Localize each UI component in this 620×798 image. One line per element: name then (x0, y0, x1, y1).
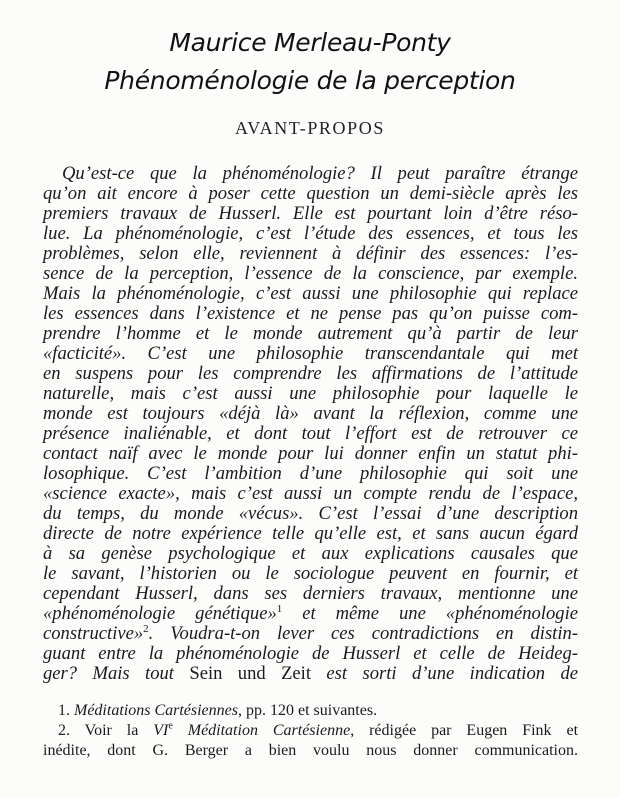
body-line (43, 244, 578, 264)
text-segment: premiers travaux de Husserl. Elle est pourtant loin d’être réso- (43, 203, 578, 224)
text-segment: naturelle, mais c’est aussi une philosophie pour laquelle le (43, 383, 578, 404)
body-line (43, 204, 578, 224)
body-line (43, 284, 578, 304)
text-segment: «facticité». C’est une philosophie transcendantale qui met (43, 343, 578, 364)
text-segment: sence de la perception, l’essence de la conscience, par exemple. (43, 263, 578, 284)
text-segment: losophique. C’est l’ambition d’une philosophie qui soit une (43, 463, 578, 484)
footnote-line (43, 721, 578, 741)
footnote-line (43, 701, 578, 721)
text-segment: Qu’est-ce que la phénoménologie? Il peut paraître étrange (62, 163, 578, 184)
footnotes (43, 701, 578, 761)
body-line (43, 644, 578, 664)
superscript: 2 (143, 622, 149, 635)
text-segment: en suspens pour les comprendre les affirmations de l’attitude (43, 363, 578, 384)
text-segment: lue. La phénoménologie, c’est l’étude des essences, et tous les (43, 223, 578, 244)
body-line (43, 264, 578, 284)
text-segment: directe de notre expérience telle qu’elle est, et sans aucun égard (43, 523, 578, 544)
body-line (43, 224, 578, 244)
body-line (43, 524, 578, 544)
body-line (43, 604, 578, 624)
text-segment: présence inaliénable, et dont tout l’effort est de retrouver ce (43, 423, 578, 444)
text-segment: inédite, dont G. Berger a bien voulu nous donner communication. (43, 742, 578, 759)
body-line (43, 364, 578, 384)
body-line (43, 164, 578, 184)
text-segment: les essences dans l’existence et ne pense pas qu’on puisse com- (43, 303, 578, 324)
text-segment: ger? Mais tout (43, 663, 190, 684)
body-line (43, 184, 578, 204)
superscript: 1 (276, 602, 283, 615)
superscript: e (168, 720, 173, 732)
text-segment: VI (153, 722, 169, 739)
body-line (43, 564, 578, 584)
text-segment: et même une «phénoménologie (282, 603, 578, 624)
text-segment: Sein und Zeit (189, 663, 312, 684)
text-segment: le savant, l’historien ou le sociologue peuvent en fournir, et (43, 563, 578, 584)
book-title: Phénoménologie de la perception (104, 66, 516, 95)
text-segment: problèmes, selon elle, reviennent à définir des essences: l’es- (43, 243, 578, 264)
body-line (43, 424, 578, 444)
body-line (43, 584, 578, 604)
text-segment: 1. (58, 702, 74, 719)
text-segment: constructive» (43, 623, 144, 644)
text-segment: est sorti d’une indication de (311, 663, 578, 684)
text-segment: 2. Voir la (58, 722, 154, 739)
section-heading: AVANT-PROPOS (235, 118, 385, 138)
body-line (43, 624, 578, 644)
body-line (43, 344, 578, 364)
body-line (43, 484, 578, 504)
body-line (43, 464, 578, 484)
text-segment: Mais la phénoménologie, c’est aussi une philosophie qui replace (43, 283, 578, 304)
author-title: Maurice Merleau-Ponty (169, 28, 451, 57)
text-segment: Méditation Cartésienne (172, 722, 351, 739)
body-line (43, 544, 578, 564)
text-segment: prendre l’homme et le monde autrement qu’à partir de leur (43, 323, 578, 344)
footnote-line (43, 741, 578, 761)
text-segment: «science exacte», mais c’est aussi un compte rendu de l’espace, (43, 483, 578, 504)
body-line (43, 384, 578, 404)
body-line (43, 404, 578, 424)
body-line (43, 444, 578, 464)
text-segment: du temps, du monde «vécus». C’est l’essai d’une description (43, 503, 578, 524)
text-segment: , rédigée par Eugen Fink et (350, 722, 579, 739)
text-segment: monde est toujours «déjà là» avant la réflexion, comme une (43, 403, 578, 424)
text-segment: . Voudra-t-on lever ces contradictions en distin- (148, 623, 578, 644)
body-line (43, 664, 578, 684)
text-segment: à sa genèse psychologique et aux explications causales que (43, 543, 578, 564)
text-segment: Méditations Cartésiennes (74, 702, 238, 719)
text-segment: guant entre la phénoménologie de Husserl et celle de Heideg- (43, 643, 578, 664)
text-segment: «phénoménologie génétique» (43, 603, 277, 624)
text-segment: contact naïf avec le monde pour lui donner enfin un statut phi- (43, 443, 578, 464)
text-segment: qu’on ait encore à poser cette question un demi-siècle après les (43, 183, 578, 204)
body-line (43, 324, 578, 344)
text-segment: cependant Husserl, dans ses derniers travaux, mentionne une (43, 583, 578, 604)
body-text (43, 164, 578, 684)
text-segment: , pp. 120 et suivantes. (237, 702, 378, 719)
body-line (43, 504, 578, 524)
body-line (43, 304, 578, 324)
